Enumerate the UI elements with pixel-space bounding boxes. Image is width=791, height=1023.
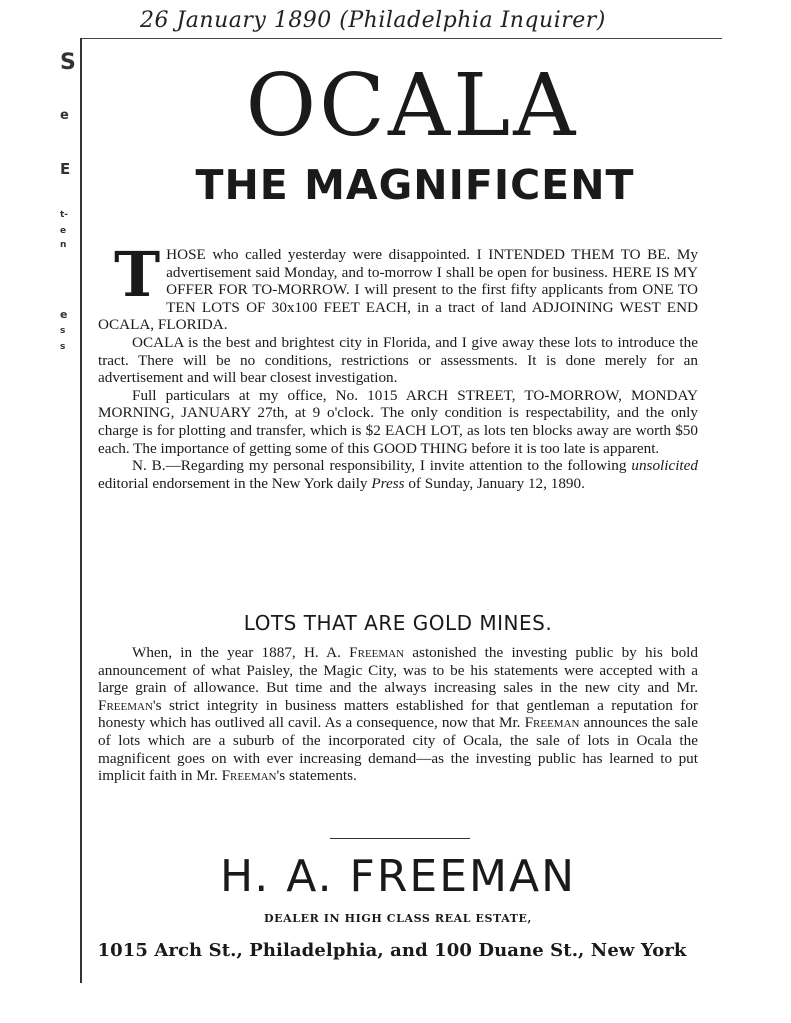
dealer-name: H. A. FREEMAN bbox=[219, 851, 577, 902]
top-rule bbox=[82, 38, 722, 39]
intro-text bbox=[98, 238, 698, 492]
margin-letter: s bbox=[60, 326, 66, 336]
name-smallcaps: Freeman bbox=[221, 767, 277, 785]
section-divider bbox=[330, 838, 470, 839]
margin-letter: E bbox=[60, 160, 71, 178]
nb-text: editorial endorsement in the New York daily bbox=[98, 474, 372, 492]
margin-letter: t- bbox=[60, 210, 69, 220]
section-heading: LOTS THAT ARE GOLD MINES. bbox=[243, 611, 553, 635]
dealer-address: 1015 Arch St., Philadelphia, and 100 Duane St., New York bbox=[97, 940, 687, 961]
name-smallcaps: Freeman bbox=[98, 696, 153, 714]
paragraph-endorsement bbox=[98, 644, 698, 785]
paragraph-ocala: OCALA is the best and brightest city in Florida, and I give away these lots to introduce the tract. There will be no conditions, restrictions or assessments. It is done merely for an advertisement and will bear closest investigation. bbox=[98, 333, 698, 387]
quote-text: 's strict integrity in business matters established for that gentleman a reputation for honesty which has outlived all cavil. As a consequence, now that Mr. bbox=[98, 696, 698, 732]
quote-text: 's statements. bbox=[276, 767, 357, 785]
quote-text: astonished the investing public by his bold announcement of what Paisley, the Magic City, was to be his statements were accepted with a large grain of allowance. But time and the always increasing sales in the new city and Mr. bbox=[98, 644, 698, 697]
endorsement-text bbox=[98, 644, 698, 785]
paragraph-offer: HOSE who called yesterday were disappointed. I INTENDED THEM TO BE. My advertisement said Monday, and to-morrow I shall be open for business. HERE IS MY OFFER FOR TO-MORROW. I will present to the first fifty applicants from ONE TO TEN LOTS OF 30x100 FEET EACH, in a tract of land ADJOINING WEST END OCALA, FLORIDA. bbox=[98, 246, 698, 334]
nb-text: N. B.—Regarding my personal responsibility, I invite attention to the following bbox=[132, 457, 632, 475]
margin-letter: S bbox=[60, 50, 76, 75]
paragraph-particulars: Full particulars at my office, No. 1015 ARCH STREET, TO-MORROW, MONDAY MORNING, JANUARY 27th, at 9 o'clock. The only condition is respectability, and the only charge is for plotting and transfer, which is $2 EACH LOT, as lots ten blocks away are worth $50 each. The importance of getting some of this GOOD THING before it is too late is apparent. bbox=[98, 386, 698, 457]
nb-press: Press bbox=[371, 474, 405, 492]
handwritten-annotation: 26 January 1890 (Philadelphia Inquirer) bbox=[140, 8, 606, 33]
headline-subtitle: THE MAGNIFICENT bbox=[195, 161, 635, 209]
margin-letter: e bbox=[60, 308, 68, 321]
paragraph-nb bbox=[98, 457, 698, 492]
quote-text: When, in the year 1887, H. A. bbox=[132, 644, 350, 661]
name-smallcaps: Freeman bbox=[524, 714, 580, 732]
margin-letter: e bbox=[60, 226, 67, 236]
margin-letter: e bbox=[60, 108, 69, 123]
name-smallcaps: Freeman bbox=[349, 644, 405, 661]
nb-text: of Sunday, January 12, 1890. bbox=[404, 474, 585, 492]
margin-letter: n bbox=[60, 240, 67, 250]
nb-emphasis: unsolicited bbox=[631, 457, 698, 475]
margin-letter: s bbox=[60, 342, 66, 352]
quote-text: announces the sale of lots which are a suburb of the incorporated city of Ocala, the sale of lots in Ocala the magnificent goes on with ever increasing demand—as the investing public has learned to put implicit faith in Mr. bbox=[98, 714, 698, 785]
margin-fragments bbox=[60, 50, 82, 570]
headline-title: OCALA bbox=[245, 56, 579, 156]
drop-cap: T bbox=[114, 238, 161, 311]
dealer-title: DEALER IN HIGH CLASS REAL ESTATE, bbox=[264, 912, 532, 925]
